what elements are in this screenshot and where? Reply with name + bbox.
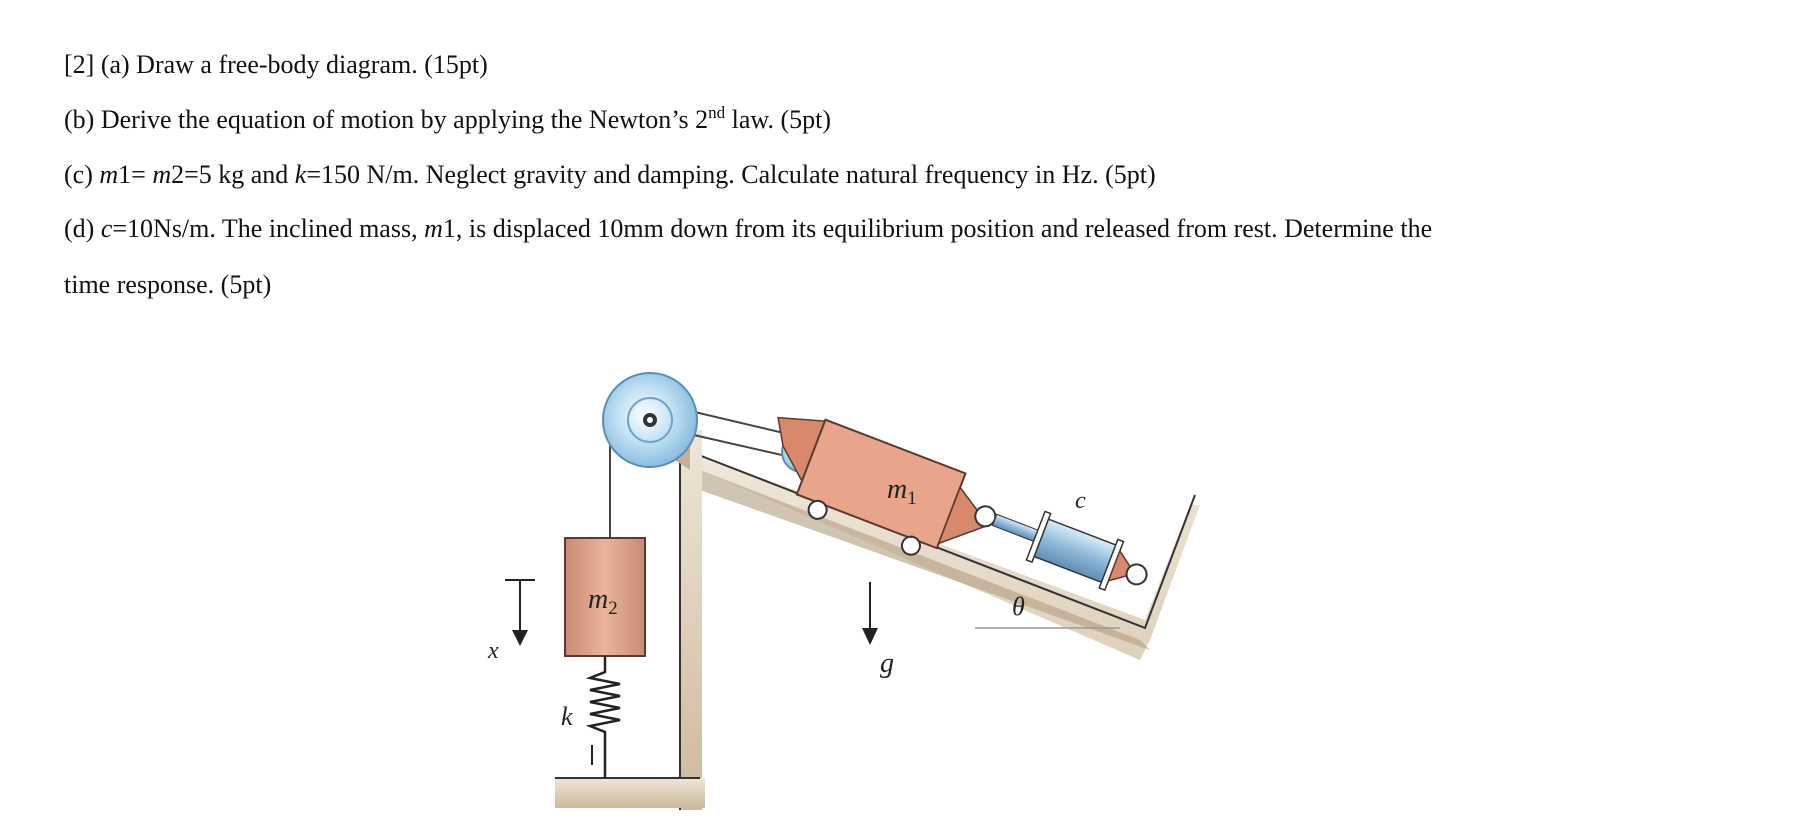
part-d-text1: =10Ns/m. The inclined mass, xyxy=(112,214,425,243)
x-arrow xyxy=(505,580,535,646)
spring-k xyxy=(590,656,620,778)
part-b-text-end: law. (5pt) xyxy=(725,105,831,134)
label-g: g xyxy=(880,648,894,679)
g-arrow xyxy=(862,582,878,645)
label-c: c xyxy=(1075,488,1086,514)
part-c-eq2: =5 kg and xyxy=(184,160,295,189)
part-c-m1-num: 1 xyxy=(118,160,132,189)
part-d-c: c xyxy=(100,214,113,243)
part-a-text: [2] (a) Draw a free-body diagram. (15pt) xyxy=(64,50,488,79)
label-k: k xyxy=(561,702,573,731)
part-b-text: (b) Derive the equation of motion by applying the Newton’s 2 xyxy=(64,105,709,134)
label-x: x xyxy=(488,638,499,664)
pulley xyxy=(603,373,697,467)
part-d-m: m xyxy=(424,214,443,243)
pulley-post xyxy=(680,430,702,810)
part-b-superscript: nd xyxy=(708,103,726,122)
part-c-m2-num: 2 xyxy=(171,160,185,189)
part-c-m1: m xyxy=(99,160,119,189)
label-theta: θ xyxy=(1012,592,1025,621)
part-d-text3: time response. (5pt) xyxy=(64,270,272,299)
part-d-m-num: 1 xyxy=(442,214,456,243)
part-c-k: k xyxy=(294,160,307,189)
base-floor xyxy=(555,778,705,808)
part-c-m2: m xyxy=(152,160,172,189)
part-c-label: (c) xyxy=(64,160,100,189)
part-c-eq1: = xyxy=(131,160,153,189)
part-d-label: (d) xyxy=(64,214,101,243)
label-m2: $m_2$ xyxy=(588,584,618,619)
part-c-rest: =150 N/m. Neglect gravity and damping. Calculate natural frequency in Hz. (5pt) xyxy=(306,160,1156,189)
part-d-text2: , is displaced 10mm down from its equilibrium position and released from rest. Determine the xyxy=(455,214,1433,243)
label-m1: $m_1$ xyxy=(887,474,917,509)
